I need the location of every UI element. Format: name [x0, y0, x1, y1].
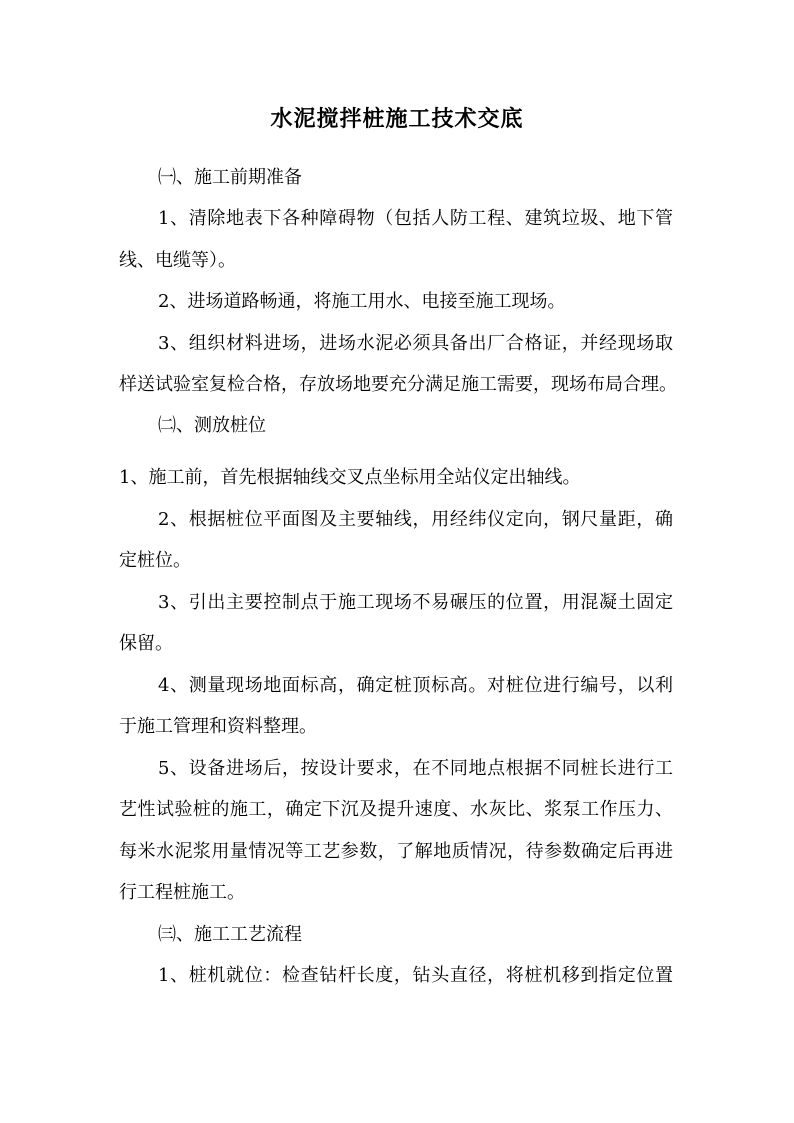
- paragraph-line: 于施工管理和资料整理。: [119, 716, 317, 737]
- document-title: 水泥搅拌桩施工技术交底: [270, 106, 524, 132]
- paragraph-line: 4、测量现场地面标高，确定桩顶标高。对桩位进行编号，以利: [158, 675, 673, 696]
- paragraph-line: 3、组织材料进场，进场水泥必须具备出厂合格证，并经现场取: [158, 333, 673, 354]
- paragraph-line: 样送试验室复检合格，存放场地要充分满足施工需要，现场布局合理。: [119, 374, 677, 395]
- section-heading: ㈢、施工工艺流程: [158, 924, 302, 945]
- paragraph-line: 定桩位。: [119, 550, 191, 571]
- paragraph-line: 每米水泥浆用量情况等工艺参数，了解地质情况，待参数确定后再进: [119, 841, 673, 862]
- paragraph-line: 2、进场道路畅通，将施工用水、电接至施工现场。: [158, 291, 566, 312]
- paragraph-line: 5、设备进场后，按设计要求，在不同地点根据不同桩长进行工: [158, 758, 673, 779]
- paragraph-line: 1、清除地表下各种障碍物（包括人防工程、建筑垃圾、地下管: [158, 208, 673, 229]
- paragraph-line: 1、桩机就位：检查钻杆长度，钻头直径，将桩机移到指定位置: [158, 965, 673, 986]
- section-heading: ㈠、施工前期准备: [158, 167, 302, 188]
- section-heading: ㈡、测放桩位: [158, 415, 266, 436]
- paragraph-line: 线、电缆等）。: [119, 250, 236, 271]
- paragraph-line: 3、引出主要控制点于施工现场不易碾压的位置，用混凝土固定: [158, 592, 673, 613]
- paragraph-line: 保留。: [119, 633, 173, 654]
- paragraph-line: 艺性试验桩的施工，确定下沉及提升速度、水灰比、浆泵工作压力、: [119, 799, 673, 820]
- paragraph-line: 行工程桩施工。: [119, 882, 245, 903]
- paragraph-line: 1、施工前，首先根据轴线交叉点坐标用全站仪定出轴线。: [119, 467, 581, 488]
- paragraph-line: 2、根据桩位平面图及主要轴线，用经纬仪定向，钢尺量距，确: [158, 509, 673, 530]
